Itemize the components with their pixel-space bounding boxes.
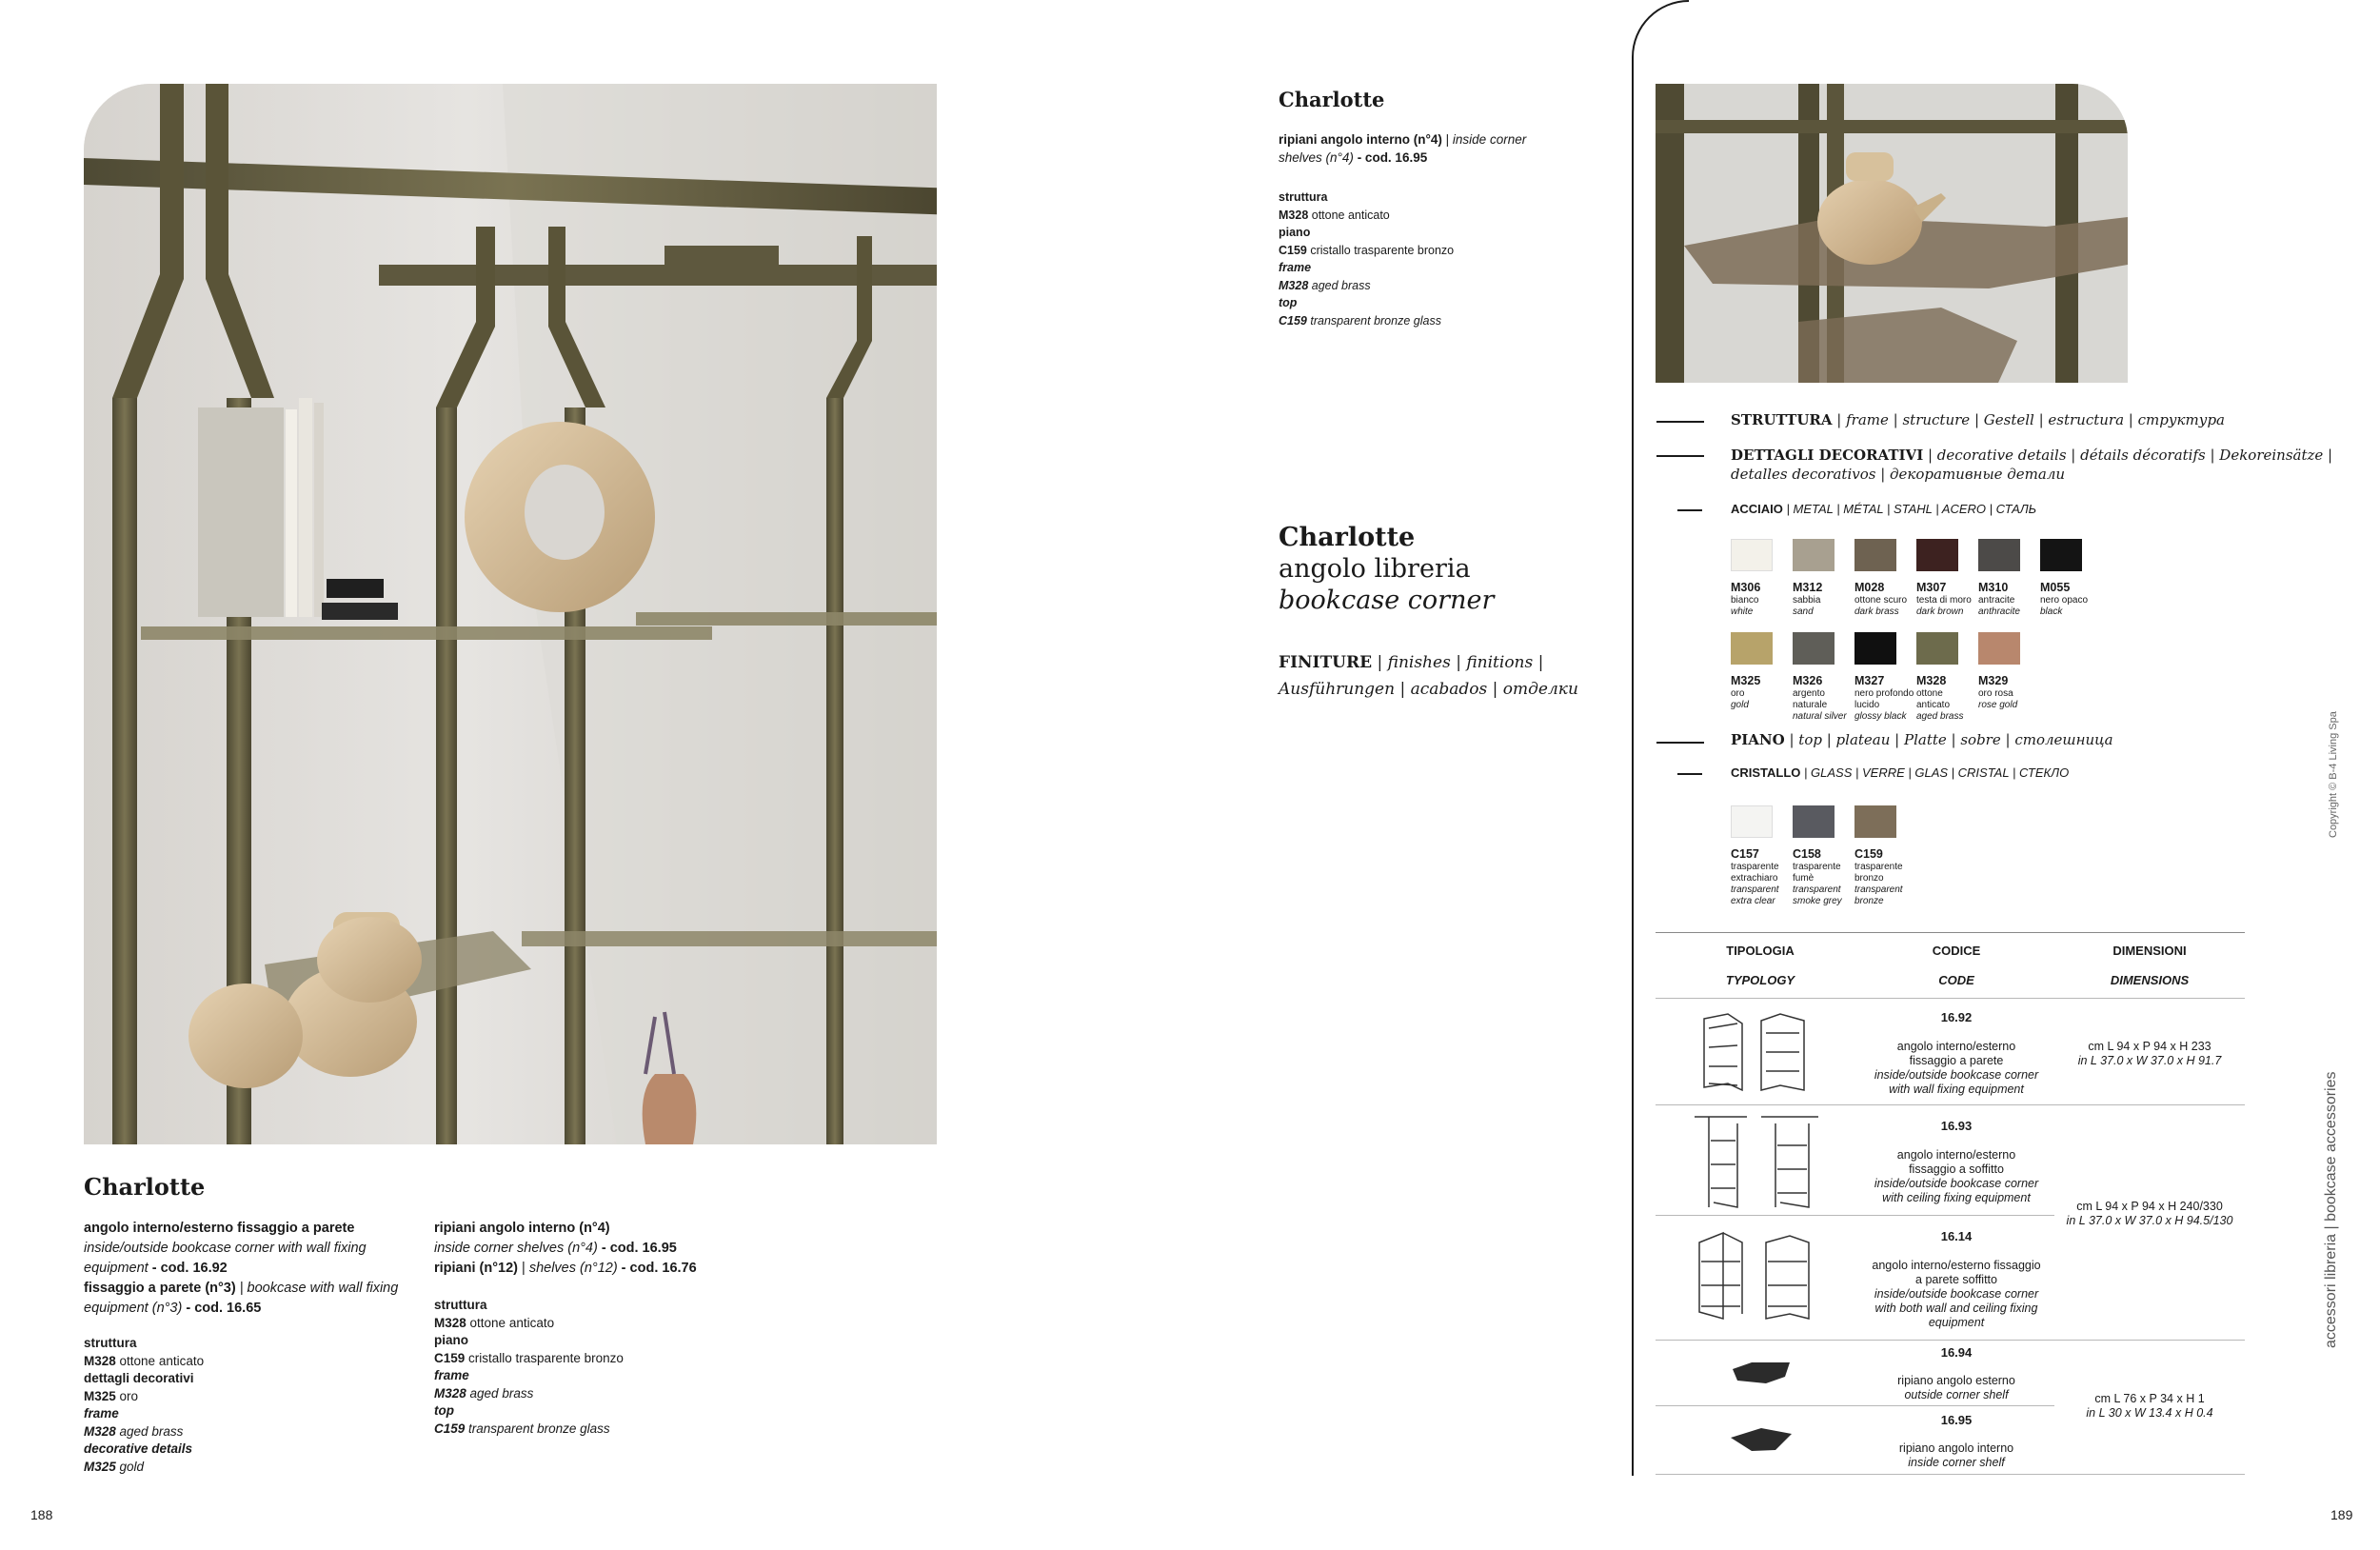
row-code: 16.95	[1940, 1413, 1973, 1427]
row-dimensions	[2054, 1040, 2245, 1068]
section-side-label: accessori libreria | bookcase accessories	[2323, 1071, 2339, 1348]
spec-code: M325	[84, 1388, 116, 1403]
spec-text: aged brass	[466, 1385, 534, 1401]
swatch-name-en: aged brass	[1916, 711, 1964, 722]
section-line	[1731, 446, 2332, 465]
swatch-name-en: transparent	[1793, 884, 1841, 895]
left-title: Charlotte	[84, 1173, 206, 1201]
row-code: 16.94	[1940, 1345, 1973, 1360]
spec-line	[434, 1350, 624, 1368]
metal-swatch-m306	[1731, 539, 1773, 571]
spec-line	[84, 1423, 204, 1441]
section-label: ACCIAIO	[1731, 502, 1783, 516]
spec-heading: decorative details	[84, 1441, 193, 1456]
spec-text: aged brass	[1308, 278, 1371, 292]
metal-swatch-m310	[1978, 539, 2020, 571]
swatch-code: C157	[1731, 847, 1759, 861]
desc-fragment: equipment	[84, 1261, 149, 1276]
glass-swatch-c157	[1731, 805, 1773, 838]
glass-swatch-c158	[1793, 805, 1835, 838]
row-code: 16.92	[1940, 1010, 1973, 1024]
spec-heading: frame	[1279, 261, 1312, 274]
spec-text: transparent bronze glass	[1306, 313, 1441, 328]
swatch-code: C158	[1793, 847, 1821, 861]
dim-cm: cm L 76 x P 34 x H 1	[2094, 1392, 2205, 1405]
row-desc-it: fissaggio a soffitto	[1909, 1162, 2004, 1176]
swatch-name-en: black	[2040, 606, 2063, 617]
glass-swatch-label	[1854, 847, 1917, 907]
desc-fragment: - cod. 16.95	[1353, 150, 1428, 165]
dim-in: in L 37.0 x W 37.0 x H 94.5/130	[2066, 1214, 2233, 1227]
row-desc-it: angolo interno/esterno	[1896, 1148, 2016, 1162]
swatch-name-en: dark brass	[1854, 606, 1899, 617]
swatch-code: M329	[1978, 674, 2009, 687]
col-header-dimensions-en: DIMENSIONS	[2110, 973, 2190, 987]
top-description	[1279, 130, 1593, 167]
left-description-col1	[84, 1219, 436, 1319]
spec-code: C159	[434, 1421, 466, 1436]
dettagli-heading	[1731, 446, 2332, 484]
desc-fragment: ripiani angolo interno (n°4)	[1279, 132, 1442, 147]
swatch-code: M312	[1793, 581, 1823, 594]
section-label: STRUTTURA	[1731, 411, 1833, 428]
swatch-code: C159	[1854, 847, 1883, 861]
spec-text: gold	[115, 1459, 145, 1474]
product-heading	[1279, 522, 1494, 616]
desc-fragment: shelves (n°4)	[1279, 150, 1354, 165]
spec-text: ottone anticato	[1308, 208, 1390, 222]
metal-swatch-m328	[1916, 632, 1958, 665]
metal-swatch-label	[1854, 674, 1917, 723]
metal-swatch-label	[2040, 581, 2103, 618]
desc-line	[434, 1239, 739, 1259]
spec-line	[84, 1459, 204, 1477]
row-desc	[1856, 1259, 2056, 1330]
swatch-name-it: ottone	[1916, 688, 1943, 699]
typology-drawing-16-92	[1695, 1009, 1818, 1099]
swatch-name-it: antracite	[1978, 595, 2015, 606]
copyright-note: Copyright © B-4 Living Spa	[2328, 711, 2339, 838]
desc-line	[84, 1299, 436, 1319]
left-description-col2	[434, 1219, 739, 1279]
swatch-name-en: extra clear	[1731, 896, 1775, 906]
table-rule	[1656, 1104, 2245, 1105]
swatch-name-it: trasparente	[1731, 862, 1779, 872]
row-desc-en: with wall fixing equipment	[1889, 1083, 2024, 1096]
row-desc	[1856, 1040, 2056, 1097]
desc-fragment: - cod. 16.65	[182, 1301, 262, 1316]
col-header-dimensions: DIMENSIONI	[2112, 944, 2187, 958]
swatch-name-it: testa di moro	[1916, 595, 1972, 606]
section-rule	[1677, 509, 1702, 511]
swatch-name-en: smoke grey	[1793, 896, 1842, 906]
spec-code: M328	[434, 1315, 466, 1330]
spec-code: M328	[84, 1423, 116, 1439]
metal-swatch-m329	[1978, 632, 2020, 665]
shelf-detail-photo	[1656, 84, 2128, 383]
bookcase-illustration	[84, 84, 937, 1144]
swatch-name-en: white	[1731, 606, 1754, 617]
typology-drawing-16-14	[1690, 1228, 1823, 1327]
product-subtitle-en: bookcase corner	[1279, 586, 1495, 615]
row-dimensions	[2054, 1200, 2245, 1228]
section-rule	[1677, 773, 1702, 775]
metal-swatch-label	[1978, 581, 2041, 618]
swatch-name-it: nero profondo	[1854, 688, 1914, 699]
dim-cm: cm L 94 x P 94 x H 240/330	[2076, 1200, 2223, 1213]
left-spec-col1	[84, 1335, 204, 1476]
desc-fragment: shelves (n°12)	[528, 1261, 618, 1276]
desc-fragment: - cod. 16.92	[148, 1261, 228, 1276]
swatch-name-it: fumè	[1793, 873, 1815, 884]
piano-heading	[1731, 731, 2113, 748]
metal-swatch-m028	[1854, 539, 1896, 571]
spec-heading: struttura	[84, 1336, 137, 1350]
finishes-line: Ausführungen | acabados | отделки	[1279, 680, 1578, 699]
spec-code: M325	[84, 1459, 116, 1474]
table-rule	[1656, 1340, 2245, 1341]
metal-swatch-m055	[2040, 539, 2082, 571]
outside-shelf-icon	[1728, 1360, 1795, 1392]
acciaio-heading	[1731, 502, 2036, 516]
swatch-name-it: naturale	[1793, 700, 1828, 710]
swatch-code: M328	[1916, 674, 1947, 687]
row-desc-en: with both wall and ceiling fixing	[1874, 1302, 2038, 1315]
desc-fragment: inside corner	[1452, 132, 1527, 147]
row-desc-en: inside corner shelf	[1908, 1456, 2005, 1469]
typology-drawing-16-93	[1690, 1112, 1823, 1216]
table-rule	[1656, 1405, 2054, 1406]
desc-fragment: |	[517, 1261, 529, 1276]
spec-line	[434, 1315, 624, 1333]
desc-line	[84, 1259, 436, 1279]
swatch-name-it: trasparente	[1854, 862, 1903, 872]
row-desc-en: inside/outside bookcase corner	[1874, 1068, 2039, 1082]
desc-fragment: inside corner shelves (n°4)	[434, 1241, 598, 1256]
swatch-name-it: oro	[1731, 688, 1745, 699]
metal-swatch-label	[1731, 581, 1794, 618]
swatch-name-en: dark brown	[1916, 606, 1964, 617]
swatch-name-en: natural silver	[1793, 711, 1847, 722]
swatch-name-en: glossy black	[1854, 711, 1907, 722]
desc-fragment: - cod. 16.76	[617, 1261, 697, 1276]
section-rule	[1656, 421, 1704, 423]
desc-line	[434, 1259, 739, 1279]
cristallo-heading	[1731, 765, 2069, 780]
section-translations: | top | plateau | Platte | sobre | столешница	[1784, 731, 2113, 748]
swatch-name-it: trasparente	[1793, 862, 1841, 872]
swatch-code: M306	[1731, 581, 1761, 594]
row-desc-it: ripiano angolo esterno	[1897, 1374, 2015, 1387]
glass-swatch-c159	[1854, 805, 1896, 838]
spec-line	[1279, 207, 1454, 225]
col-header-typology-en: TYPOLOGY	[1725, 973, 1795, 987]
spec-heading: top	[1279, 296, 1298, 309]
metal-swatch-label	[1731, 674, 1794, 711]
finishes-translations: | finishes | finitions |	[1372, 653, 1544, 672]
metal-swatch-label	[1793, 581, 1855, 618]
row-desc	[1856, 1441, 2056, 1470]
desc-line: angolo interno/esterno fissaggio a parete	[84, 1221, 355, 1236]
spec-line	[434, 1385, 624, 1403]
spec-code: M328	[434, 1385, 466, 1401]
swatch-code: M310	[1978, 581, 2009, 594]
row-desc	[1856, 1374, 2056, 1402]
spec-line	[1279, 242, 1454, 260]
desc-fragment: fissaggio a parete (n°3)	[84, 1281, 236, 1296]
swatch-code: M325	[1731, 674, 1761, 687]
spec-heading: frame	[84, 1406, 119, 1421]
finishes-heading	[1279, 649, 1578, 703]
spec-code: C159	[1279, 243, 1307, 257]
spec-code: M328	[1279, 208, 1309, 222]
spec-heading: dettagli decorativi	[84, 1371, 194, 1385]
row-desc-en: equipment	[1928, 1316, 1985, 1329]
swatch-name-en: transparent	[1854, 884, 1903, 895]
dim-in: in L 37.0 x W 37.0 x H 91.7	[2077, 1054, 2222, 1067]
swatch-code: M326	[1793, 674, 1823, 687]
spec-line	[434, 1421, 624, 1439]
row-code: 16.93	[1940, 1119, 1973, 1133]
dim-in: in L 30 x W 13.4 x H 0.4	[2086, 1406, 2213, 1420]
metal-swatch-label	[1978, 674, 2041, 711]
swatch-name-it: bianco	[1731, 595, 1759, 606]
metal-swatch-m327	[1854, 632, 1896, 665]
row-desc-it: a parete soffitto	[1915, 1273, 1997, 1286]
table-top-rule	[1656, 932, 2245, 933]
section-label: DETTAGLI DECORATIVI	[1731, 447, 1924, 464]
section-translations: | frame | structure | Gestell | estructura | структура	[1832, 411, 2225, 428]
swatch-code: M055	[2040, 581, 2071, 594]
swatch-name-it: sabbia	[1793, 595, 1821, 606]
spec-heading: struttura	[1279, 190, 1328, 204]
spec-line	[1279, 277, 1454, 295]
desc-line: ripiani angolo interno (n°4)	[434, 1221, 610, 1236]
metal-swatch-m312	[1793, 539, 1835, 571]
spec-text: cristallo trasparente bronzo	[465, 1350, 624, 1365]
section-label: CRISTALLO	[1731, 765, 1801, 780]
row-desc-en: with ceiling fixing equipment	[1882, 1191, 2031, 1204]
spec-heading: frame	[434, 1368, 469, 1382]
spec-code: M328	[1279, 278, 1309, 292]
metal-swatch-label	[1916, 674, 1979, 723]
col-header-code-en: CODE	[1938, 973, 1974, 987]
spec-code: C159	[1279, 313, 1307, 328]
table-bottom-rule	[1656, 1474, 2245, 1475]
swatch-name-it: bronzo	[1854, 873, 1884, 884]
table-rule	[1656, 1215, 2054, 1216]
swatch-name-en: gold	[1731, 700, 1749, 710]
swatch-name-en: anthracite	[1978, 606, 2020, 617]
col-header-typology: TIPOLOGIA	[1726, 944, 1795, 958]
swatch-name-it: oro rosa	[1978, 688, 2013, 699]
spec-heading: struttura	[434, 1298, 487, 1312]
spec-text: aged brass	[115, 1423, 184, 1439]
swatch-name-en: rose gold	[1978, 700, 2018, 710]
row-desc-it: angolo interno/esterno	[1896, 1040, 2016, 1053]
row-desc	[1856, 1148, 2056, 1205]
swatch-name-it: nero opaco	[2040, 595, 2089, 606]
metal-swatch-label	[1793, 674, 1855, 723]
section-line: detalles decorativos | декоративные детали	[1731, 466, 2066, 483]
metal-swatch-m325	[1731, 632, 1773, 665]
swatch-name-it: argento	[1793, 688, 1825, 699]
table-rule	[1656, 998, 2245, 999]
spec-line	[1279, 312, 1454, 330]
section-rule	[1656, 455, 1704, 457]
row-desc-it: angolo interno/esterno fissaggio	[1872, 1259, 2041, 1272]
spec-heading: top	[434, 1403, 454, 1418]
desc-fragment: | bookcase with wall fixing	[235, 1281, 399, 1296]
row-desc-en: outside corner shelf	[1904, 1388, 2009, 1401]
left-spec-col2	[434, 1297, 624, 1438]
metal-swatch-m326	[1793, 632, 1835, 665]
swatch-code: M327	[1854, 674, 1885, 687]
swatch-name-it: extrachiaro	[1731, 873, 1778, 884]
spec-code: M328	[84, 1353, 116, 1368]
spec-heading: piano	[1279, 226, 1311, 239]
desc-fragment: |	[1441, 132, 1453, 147]
metal-swatch-label	[1854, 581, 1917, 618]
swatch-name-en: transparent	[1731, 884, 1779, 895]
dim-cm: cm L 94 x P 94 x H 233	[2088, 1040, 2211, 1053]
spec-code: C159	[434, 1350, 466, 1365]
product-name: Charlotte	[1279, 523, 1416, 552]
spec-text: oro	[115, 1388, 139, 1403]
bookcase-photo	[84, 84, 937, 1144]
finishes-line	[1279, 649, 1578, 676]
col-header-code: CODICE	[1932, 944, 1981, 958]
section-translations: | METAL | MÉTAL | STAHL | ACERO | СТАЛЬ	[1782, 502, 2037, 516]
spec-heading: piano	[434, 1333, 468, 1347]
finishes-label: FINITURE	[1279, 653, 1373, 672]
section-rule	[1656, 742, 1704, 744]
page-number-left: 188	[30, 1507, 53, 1522]
spec-text: ottone anticato	[466, 1315, 555, 1330]
desc-fragment: equipment (n°3)	[84, 1301, 183, 1316]
metal-swatch-label	[1916, 581, 1979, 618]
row-desc-it: ripiano angolo interno	[1898, 1441, 2014, 1455]
swatch-name-it: anticato	[1916, 700, 1951, 710]
swatch-name-en: bronze	[1854, 896, 1884, 906]
spec-text: ottone anticato	[115, 1353, 205, 1368]
section-translations: | GLASS | VERRE | GLAS | CRISTAL | СТЕКЛО	[1800, 765, 2070, 780]
swatch-name-it: lucido	[1854, 700, 1880, 710]
section-translations: | decorative details | détails décoratifs | Dekoreinsätze |	[1923, 447, 2333, 464]
glass-swatch-label	[1793, 847, 1855, 907]
row-desc-it: fissaggio a parete	[1909, 1054, 2004, 1067]
spec-line	[84, 1353, 204, 1371]
row-desc-en: inside/outside bookcase corner	[1874, 1177, 2039, 1190]
top-spec	[1279, 189, 1454, 329]
spec-text: cristallo trasparente bronzo	[1306, 243, 1455, 257]
spec-line	[84, 1388, 204, 1406]
top-title: Charlotte	[1279, 88, 1385, 111]
swatch-name-it: ottone scuro	[1854, 595, 1908, 606]
metal-swatch-m307	[1916, 539, 1958, 571]
row-code: 16.14	[1940, 1229, 1973, 1243]
swatch-code: M028	[1854, 581, 1885, 594]
row-desc-en: inside/outside bookcase corner	[1874, 1287, 2039, 1301]
desc-line	[84, 1279, 436, 1299]
spec-text: transparent bronze glass	[465, 1421, 610, 1436]
shelf-detail-illustration	[1656, 84, 2128, 383]
row-dimensions	[2054, 1392, 2245, 1421]
desc-fragment: - cod. 16.95	[597, 1241, 677, 1256]
inside-shelf-icon	[1728, 1426, 1795, 1459]
page-number-right: 189	[2330, 1507, 2353, 1522]
desc-line: inside/outside bookcase corner with wall fixing	[84, 1241, 367, 1256]
swatch-code: M307	[1916, 581, 1947, 594]
desc-fragment: ripiani (n°12)	[434, 1261, 518, 1276]
struttura-heading	[1731, 411, 2225, 428]
glass-swatch-label	[1731, 847, 1794, 907]
product-subtitle-it: angolo libreria	[1279, 554, 1471, 584]
swatch-name-en: sand	[1793, 606, 1814, 617]
section-label: PIANO	[1731, 731, 1785, 748]
